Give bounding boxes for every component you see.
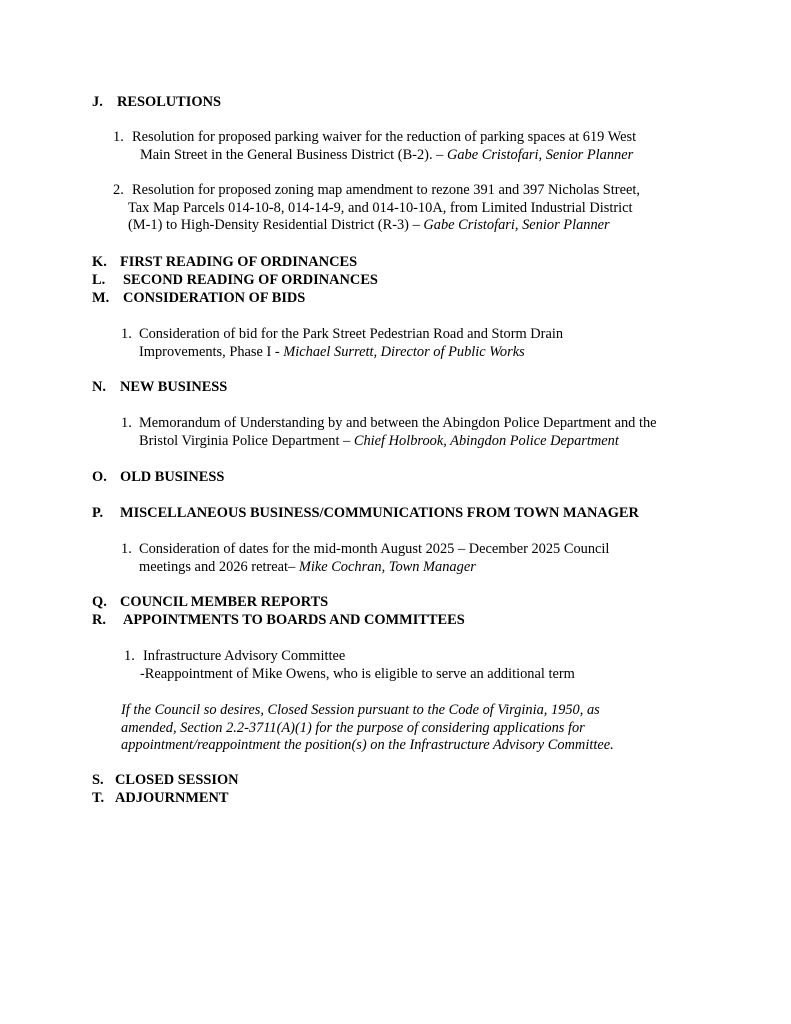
section-m-heading (92, 290, 306, 308)
agenda-item-j2 (113, 182, 640, 235)
section-title: CLOSED SESSION (115, 772, 239, 788)
agenda-item-n1 (121, 415, 657, 450)
item-text-line (139, 559, 609, 577)
item-presenter: Michael Surrett, Director of Public Works (283, 343, 525, 360)
item-text-line: Resolution for proposed zoning map amendment to rezone 391 and 397 Nicholas Street, (132, 182, 640, 198)
section-letter: M. (92, 290, 110, 306)
section-letter: R. (92, 612, 106, 628)
item-text: Main Street in the General Business District (B-2). (140, 146, 433, 163)
item-dash: – (339, 432, 354, 449)
section-title: MISCELLANEOUS BUSINESS/COMMUNICATIONS FROM TOWN MANAGER (120, 505, 639, 521)
item-text-line: Memorandum of Understanding by and between the Abingdon Police Department and the (139, 415, 657, 431)
item-text-line (128, 217, 640, 235)
item-dash: – (408, 217, 424, 233)
item-text: Bristol Virginia Police Department (139, 432, 340, 449)
section-title: ADJOURNMENT (115, 790, 229, 806)
item-number: 1. (121, 541, 132, 557)
section-o-heading (92, 469, 225, 487)
section-s-heading (92, 772, 239, 790)
section-title: SECOND READING OF ORDINANCES (123, 272, 378, 288)
item-presenter: – Mike Cochran, Town Manager (288, 558, 476, 575)
section-k-heading (92, 254, 358, 272)
section-letter: Q. (92, 594, 107, 610)
section-n-heading (92, 379, 228, 397)
section-letter: N. (92, 379, 106, 395)
item-presenter: Gabe Cristofari, Senior Planner (446, 146, 634, 163)
item-text-line (139, 433, 657, 451)
item-number: 1. (124, 648, 135, 664)
item-number: 2. (113, 182, 124, 198)
section-l-heading (92, 272, 378, 290)
section-title: FIRST READING OF ORDINANCES (120, 254, 358, 270)
section-title: OLD BUSINESS (120, 469, 225, 485)
item-dash: – (432, 146, 447, 163)
agenda-item-m1 (121, 326, 564, 361)
section-letter: S. (92, 772, 104, 788)
item-number: 1. (121, 326, 132, 342)
item-text-line: Consideration of bid for the Park Street Pedestrian Road and Storm Drain (139, 326, 564, 342)
item-number: 1. (113, 129, 124, 145)
item-text-line (132, 147, 636, 165)
note-line: amended, Section 2.2-3711(A)(1) for the purpose of considering applications for (121, 719, 585, 736)
note-line: appointment/reappointment the position(s) on the Infrastructure Advisory Committee. (121, 737, 614, 753)
section-letter: L. (92, 272, 106, 288)
item-text: meetings and 2026 retreat (139, 558, 289, 575)
agenda-item-p1 (121, 541, 610, 576)
section-letter: T. (92, 790, 105, 806)
item-text-line: -Reappointment of Mike Owens, who is eligible to serve an additional term (140, 665, 575, 682)
section-q-heading (92, 594, 329, 612)
section-title: CONSIDERATION OF BIDS (123, 290, 306, 306)
section-letter: K. (92, 254, 107, 270)
closed-session-note (121, 702, 614, 755)
item-presenter: Chief Holbrook, Abingdon Police Department (353, 432, 619, 449)
section-letter: O. (92, 469, 107, 485)
item-text: (M-1) to High-Density Residential District (R-3) (128, 217, 409, 233)
item-text-line: Resolution for proposed parking waiver for the reduction of parking spaces at 619 West (132, 129, 637, 145)
section-letter: P. (92, 505, 104, 521)
section-title: RESOLUTIONS (117, 94, 221, 110)
item-presenter: Gabe Cristofari, Senior Planner (423, 217, 610, 233)
section-t-heading (92, 790, 229, 808)
agenda-item-r1 (124, 648, 575, 683)
item-number: 1. (121, 415, 132, 431)
item-text: Improvements, Phase I - (139, 343, 284, 360)
item-text-line (139, 344, 563, 362)
section-title: COUNCIL MEMBER REPORTS (120, 594, 329, 610)
item-text-line: Infrastructure Advisory Committee (143, 648, 346, 664)
item-text-line: Tax Map Parcels 014-10-8, 014-14-9, and 014-10-10A, from Limited Industrial District (128, 199, 633, 216)
agenda-item-j1 (113, 129, 637, 164)
section-title: APPOINTMENTS TO BOARDS AND COMMITTEES (123, 612, 465, 628)
item-text-line: Consideration of dates for the mid-month August 2025 – December 2025 Council (139, 541, 610, 557)
section-r-heading (92, 612, 465, 630)
section-p-heading (92, 505, 639, 523)
note-line: If the Council so desires, Closed Session pursuant to the Code of Virginia, 1950, as (121, 702, 600, 718)
section-letter: J. (92, 94, 103, 110)
section-j-heading (92, 94, 221, 112)
section-title: NEW BUSINESS (120, 379, 228, 395)
